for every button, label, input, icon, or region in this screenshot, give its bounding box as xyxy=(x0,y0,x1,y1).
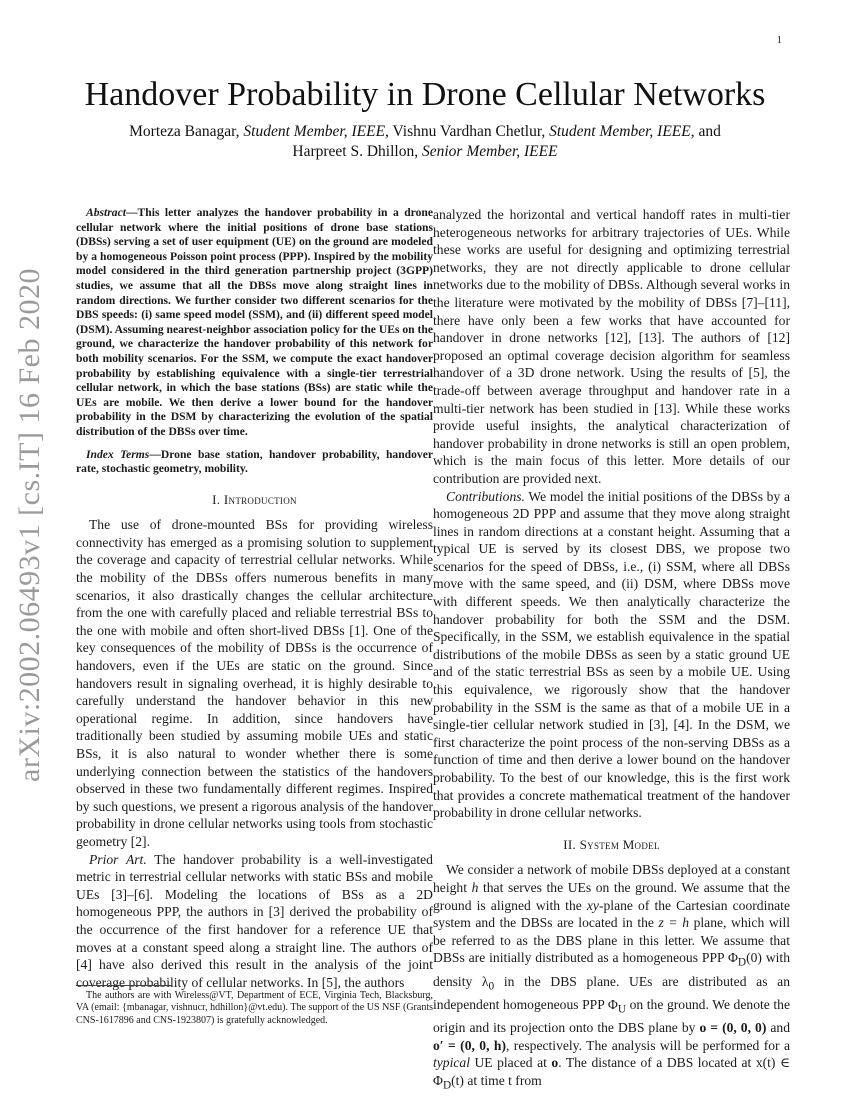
sm-text-f: in the DBS plane. UEs are distributed as an independent homogeneous PPP Φ xyxy=(433,973,790,1012)
abstract xyxy=(76,206,433,440)
sm-math-oprime: o′ = (0, 0, h) xyxy=(433,1037,506,1053)
author-line-1 xyxy=(60,122,790,142)
footnote-rule xyxy=(76,985,172,986)
sm-text-d: plane, which will be referred to as the DBS plane in this letter. We assume that DBSs are initially distributed as a homogeneous PPP Φ xyxy=(433,915,790,966)
abstract-text: —This letter analyzes the handover probability in a drone cellular network where the initial positions of drone base stations (DBSs) serving a set of user equipment (UE) on the ground are modeled by a homogeneous Poisson point process (PPP). Inspired by the mobility model considered in the third generation partnership project (3GPP) studies, we assume that all the DBSs move along straight lines in random directions. We further consider two different scenarios for the DBS speeds: (i) same speed model (SSM), and (ii) different speed model (DSM). Assuming nearest-neighbor association policy for the UEs on the ground, we characterize the handover probability of this network for both mobility scenarios. For the SSM, we compute the exact handover probability by establishing equivalence with a single-tier terrestrial cellular network, in which the base stations (BSs) are static while the UEs are mobile. We then derive a lower bound for the handover probability in the DSM by characterizing the evolution of the spatial distribution of the DBSs over time. xyxy=(76,206,433,438)
arxiv-stamp-text: arXiv:2002.06493v1 [cs.IT] 16 Feb 2020 xyxy=(13,268,46,782)
author-block xyxy=(60,122,790,162)
section-heading-system-model: II. System Model xyxy=(563,836,660,852)
sm-sub-u: U xyxy=(617,1003,626,1016)
prior-art-text: The handover probability is a well-investigated metric in terrestrial cellular networks with static BSs and mobile UEs [3]–[6]. Modeling the locations of BSs as a 2D homogeneous PPP, the authors in [3] derived the probability of the occurrence of the first handover for a reference UE that moves at a constant speed along a straight line. The authors of [4] have also derived this result in the analysis of the joint coverage probability of cellular networks. In [5], the authors xyxy=(76,851,433,990)
page-number: 1 xyxy=(776,34,782,46)
left-column xyxy=(76,206,433,991)
sm-text-e: (0) with density λ xyxy=(433,950,790,989)
system-model-paragraph xyxy=(433,861,790,1095)
author-2: , Vishnu Vardhan Chetlur, xyxy=(385,123,550,140)
sm-text-c: -plane of the Cartesian coordinate system and the DBSs are located in the xyxy=(433,897,790,931)
contributions-text: We model the initial positions of the DBSs by a homogeneous 2D PPP and assume that they move along straight lines in random directions at a constant height. Assuming that a typical UE is served by its closest DBS, we propose two scenarios for the speed of DBSs, i.e., (i) SSM, where all DBSs move with the same speed, and (ii) DSM, where DBSs move with different speeds. We then analytically characterize the handover probability for both the SSM and the DSM. Specifically, in the SSM, we establish equivalence in the spatial distributions of the mobile DBSs as seen by a static ground UE and of the static terrestrial BSs as seen by a mobile UE. Using this equivalence, we rigorously show that the handover probability in the SSM is the same as that of a mobile UE in a single-tier cellular network studied in [3], [4]. In the DSM, we first characterize the point process of the non-serving DBSs as a function of time and then derive a lower bound on the handover probability. To the best of our knowledge, this is the first work that provides a concrete mathematical treatment of the handover probability in drone cellular networks. xyxy=(433,488,790,821)
contributions-paragraph xyxy=(433,488,790,822)
paper-title: Handover Probability in Drone Cellular Networks xyxy=(84,76,766,113)
sm-text-j: , respectively. The analysis will be performed for a xyxy=(506,1037,790,1053)
sm-text-m: (t) at time t from xyxy=(451,1073,542,1089)
index-terms-text: —Drone base station, handover probability, handover rate, stochastic geometry, mobility. xyxy=(76,447,433,476)
arxiv-side-stamp xyxy=(4,255,56,795)
index-terms xyxy=(76,448,433,477)
prior-art-paragraph xyxy=(76,851,433,992)
footnote: The authors are with Wireless@VT, Department of ECE, Virginia Tech, Blacksburg, VA (email: {mbanagar, vishnucr, hdhillon}@vt.edu). The support of the US NSF (Grants CNS-1617896 and CNS-1923807) is gratefully acknowledged. xyxy=(76,990,433,1026)
author-conjunction: , and xyxy=(690,123,721,140)
author-3-role: Senior Member, IEEE xyxy=(421,143,558,160)
sm-math-xy: xy xyxy=(586,897,599,913)
prior-art-lead: Prior Art. xyxy=(89,851,147,867)
contributions-lead: Contributions. xyxy=(446,488,525,504)
sm-sub-d2: D xyxy=(442,1079,452,1092)
sm-text-k: UE placed at xyxy=(470,1055,552,1071)
sm-text-i: and xyxy=(766,1020,791,1036)
sm-sub-d: D xyxy=(737,957,747,970)
prior-art-continued: analyzed the horizontal and vertical handoff rates in multi-tier heterogeneous networks for arbitrary trajectories of UEs. While these works are useful for designing and optimizing terrestrial networks, they are not directly applicable to drone cellular networks due to the mobility of DBSs. Although several works in the literature were motivated by the mobility of DBSs [7]–[11], there have only been a few works that have accounted for handover in drone networks [12], [13]. The authors of [12] proposed an optimal coverage decision algorithm for seamless handover of a 3D drone network. Using the results of [5], the trade-off between average throughput and handover rate in a multi-tier network has been studied in [13]. While these works provide useful insights, the analytical characterization of handover probability in drone networks is still an open problem, which is the main focus of this letter. More details of our contribution are provided next. xyxy=(433,207,790,486)
sm-math-o: o = (0, 0, 0) xyxy=(699,1020,767,1036)
right-column xyxy=(433,206,790,1095)
sm-sub-0: 0 xyxy=(488,980,495,993)
author-line-2 xyxy=(60,142,790,162)
sm-math-o2: o xyxy=(551,1055,559,1071)
abstract-lead: Abstract xyxy=(86,206,126,219)
sm-math-zh: z = h xyxy=(658,915,689,931)
intro-paragraph-1: The use of drone-mounted BSs for providing wireless connectivity has emerged as a promising solution to supplement the coverage and capacity of terrestrial cellular networks. While the mobility of the DBSs offers numerous benefits in many scenarios, it also drastically changes the cellular architecture from the one with carefully placed and reliable terrestrial BSs to the one with mobile and often short-lived DBSs [1]. One of the key consequences of the mobility of DBSs is the occurrence of handovers, even if the UEs are static on the ground. Since handovers result in signaling overhead, it is highly desirable to carefully understand the handover behavior in this new operational regime. In addition, since handovers have traditionally been studied by assuming mobile UEs and static BSs, it is also natural to wonder whether there is some underlying connection between the statistics of the handovers observed in these two fundamentally different regimes. Inspired by such questions, we present a rigorous analysis of the handover probability in drone cellular networks using tools from stochastic geometry [2]. xyxy=(76,517,433,849)
sm-text-g: on the ground. We denote the origin and its projection onto the DBS plane by xyxy=(433,996,790,1036)
author-3: Harpreet S. Dhillon, xyxy=(292,143,422,160)
sm-text-l: . The distance of a DBS located at xyxy=(558,1055,756,1071)
author-1-role: Student Member, IEEE xyxy=(243,123,386,140)
section-heading-introduction: I. Introduction xyxy=(212,491,297,507)
index-terms-lead: Index Terms xyxy=(86,447,150,461)
sm-math-h: h xyxy=(471,879,479,895)
sm-math-x: x(t) ∈ Φ xyxy=(433,1055,791,1089)
sm-text-a: We consider a network of mobile DBSs deployed at a constant height xyxy=(433,862,790,895)
sm-text-b: that serves the UEs on the ground. We assume that the ground is aligned with the xyxy=(433,879,790,913)
sm-typical: typical xyxy=(433,1055,470,1071)
author-2-role: Student Member, IEEE xyxy=(549,123,691,140)
author-1: Morteza Banagar, xyxy=(129,123,244,140)
